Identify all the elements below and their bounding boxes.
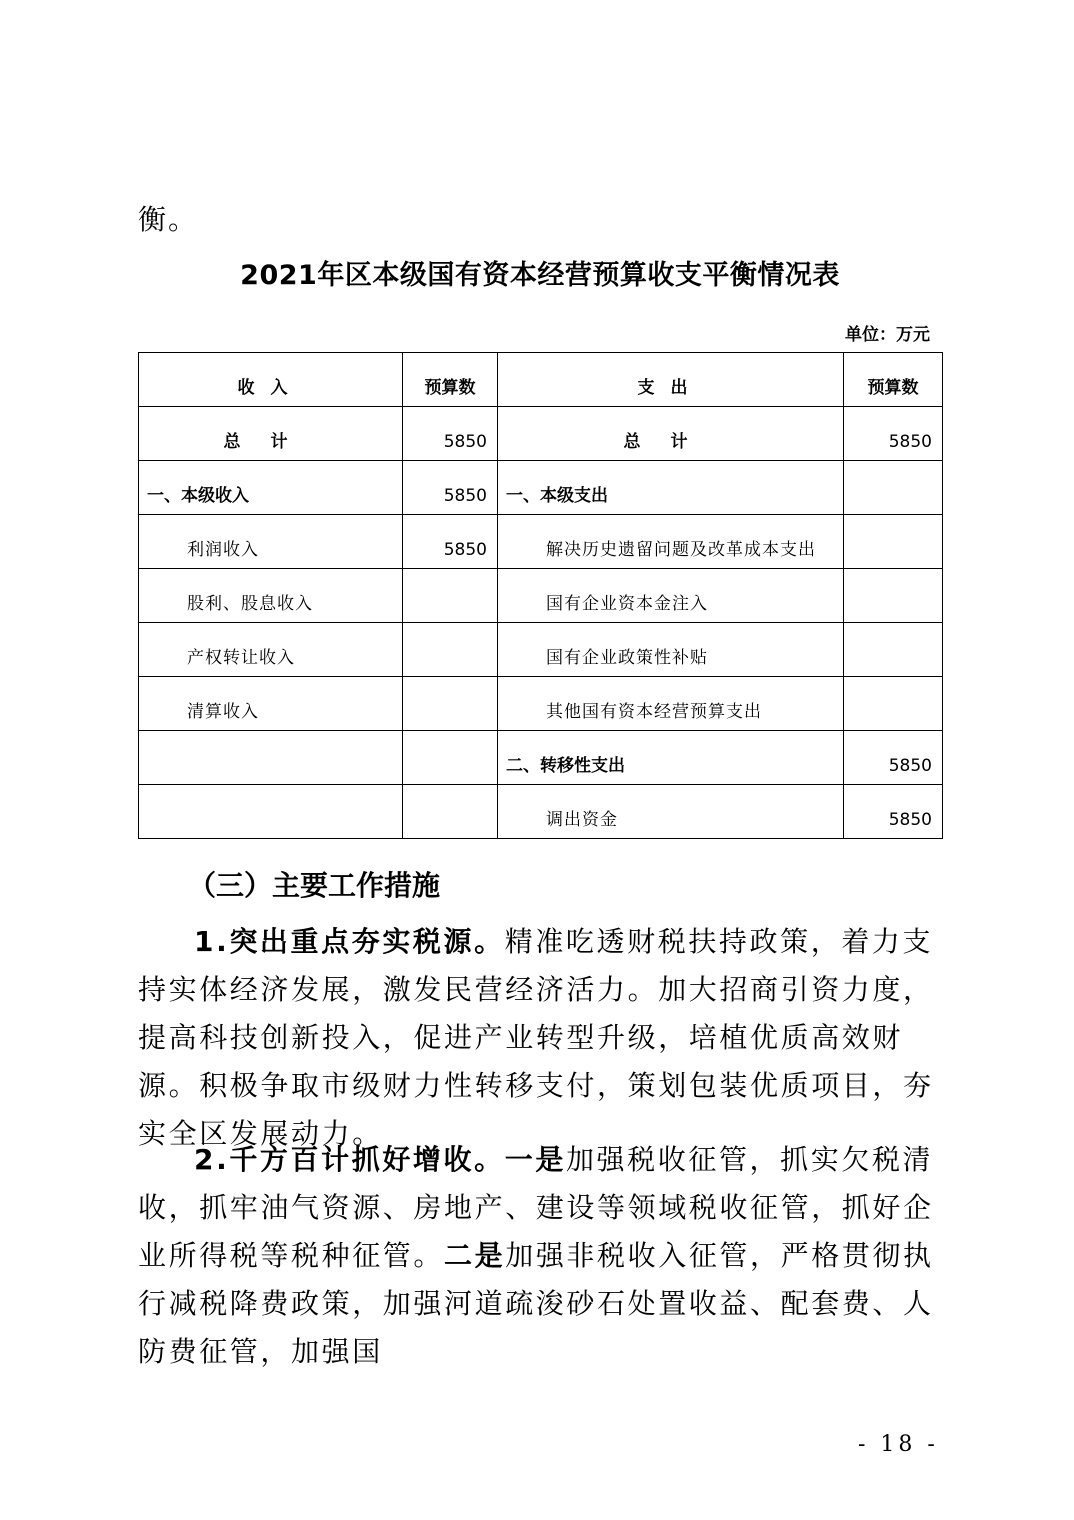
table-row (139, 623, 943, 677)
table-cell-expenditure-value (844, 623, 943, 677)
paragraph-2 (138, 1136, 938, 1376)
table-cell-income-value: 5850 (403, 461, 498, 515)
table-cell-income: 一、本级收入 (139, 461, 403, 515)
table-cell-expenditure-value: 5850 (844, 731, 943, 785)
page-number: - 18 - (858, 1432, 939, 1457)
table-cell-expenditure-value (844, 515, 943, 569)
table-cell-income: 清算收入 (139, 677, 403, 731)
table-cell-income (139, 731, 403, 785)
table-cell-income (139, 785, 403, 839)
section-heading: （三）主要工作措施 (188, 869, 441, 902)
continuation-text: 衡。 (138, 203, 199, 236)
table-cell-income-value: 5850 (403, 515, 498, 569)
header-expenditure: 支出 (498, 353, 844, 407)
table-cell-expenditure: 二、转移性支出 (498, 731, 844, 785)
paragraph-2-marker-1: 一是 (504, 1143, 566, 1176)
table-row (139, 677, 943, 731)
table-cell-income: 利润收入 (139, 515, 403, 569)
table-cell-expenditure: 一、本级支出 (498, 461, 844, 515)
table-cell-expenditure-value (844, 677, 943, 731)
table-cell-expenditure: 解决历史遗留问题及改革成本支出 (498, 515, 844, 569)
table-row (139, 569, 943, 623)
total-expenditure-value: 5850 (844, 407, 943, 461)
table-cell-expenditure-value: 5850 (844, 785, 943, 839)
paragraph-1-text: 精准吃透财税扶持政策，着力支持实体经济发展，激发民营经济活力。加大招商引资力度，提高科技创新投入，促进产业转型升级，培植优质高效财源。积极争取市级财力性转移支付，策划包装优质项目，夯实全区发展动力。 (138, 925, 934, 1150)
paragraph-1 (138, 918, 938, 1158)
table-header-row (139, 353, 943, 407)
table-row (139, 731, 943, 785)
table-cell-income: 股利、股息收入 (139, 569, 403, 623)
paragraph-2-text-2: 加强非税收入征管，严格贯彻执行减税降费政策，加强河道疏浚砂石处置收益、配套费、人防费征管，加强国 (138, 1239, 934, 1368)
total-expenditure-label: 总计 (498, 407, 844, 461)
table-row (139, 461, 943, 515)
table-cell-income-value (403, 785, 498, 839)
table-title: 2021年区本级国有资本经营预算收支平衡情况表 (240, 260, 840, 291)
table-cell-income-value (403, 569, 498, 623)
table-cell-income: 产权转让收入 (139, 623, 403, 677)
table-row (139, 785, 943, 839)
table-cell-expenditure-value (844, 461, 943, 515)
header-income: 收入 (139, 353, 403, 407)
header-expenditure-budget: 预算数 (844, 353, 943, 407)
paragraph-2-marker-2: 二是 (444, 1239, 506, 1272)
table-cell-income-value (403, 731, 498, 785)
table-row (139, 515, 943, 569)
total-income-value: 5850 (403, 407, 498, 461)
table-cell-expenditure: 其他国有资本经营预算支出 (498, 677, 844, 731)
table-cell-expenditure-value (844, 569, 943, 623)
table-cell-expenditure: 调出资金 (498, 785, 844, 839)
paragraph-1-lead: 1.突出重点夯实税源。 (194, 925, 505, 958)
unit-label: 单位：万元 (845, 325, 930, 345)
table-cell-income-value (403, 623, 498, 677)
total-income-label: 总计 (139, 407, 403, 461)
paragraph-2-lead: 2.千方百计抓好增收。 (194, 1143, 505, 1176)
table-cell-income-value (403, 677, 498, 731)
budget-table (138, 352, 943, 839)
paragraph-2-text-1: 加强税收征管，抓实欠税清收，抓牢油气资源、房地产、建设等领域税收征管，抓好企业所得税等税种征管。 (138, 1143, 934, 1272)
header-income-budget: 预算数 (403, 353, 498, 407)
table-cell-expenditure: 国有企业资本金注入 (498, 569, 844, 623)
table-total-row (139, 407, 943, 461)
table-cell-expenditure: 国有企业政策性补贴 (498, 623, 844, 677)
